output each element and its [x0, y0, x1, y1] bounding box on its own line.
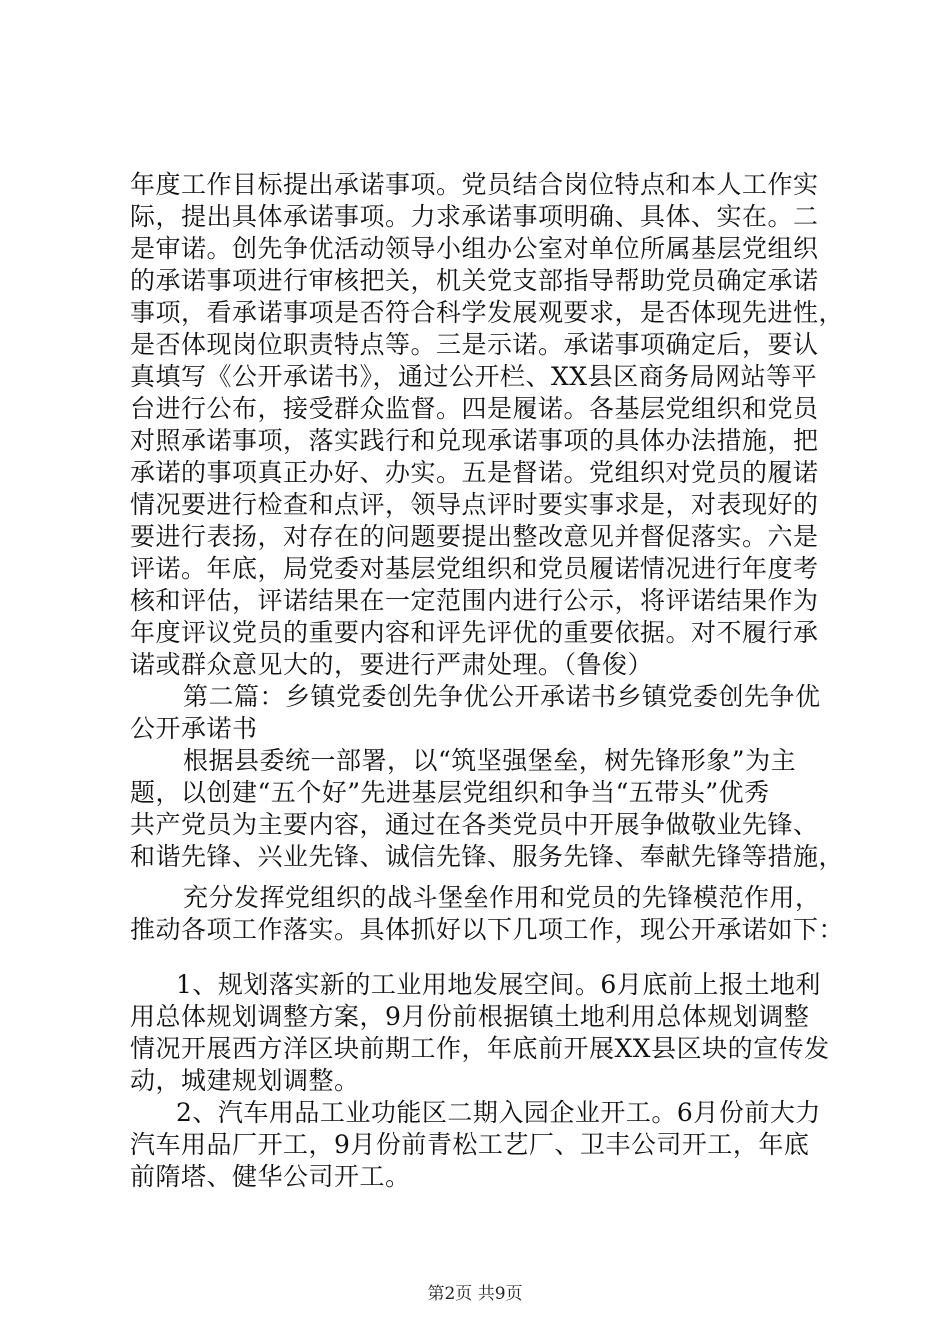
body-line: 是审诺。创先争优活动领导小组办公室对单位所属基层党组织: [130, 234, 819, 263]
body-line: 充分发挥党组织的战斗堡垒作用和党员的先锋模范作用，: [183, 883, 821, 912]
body-line: 年度工作目标提出承诺事项。党员结合岗位特点和本人工作实: [130, 170, 819, 199]
body-line: 承诺的事项真正办好、办实。五是督诺。党组织对党员的履诺: [130, 458, 819, 487]
section-heading: 第二篇：乡镇党委创先争优公开承诺书乡镇党委创先争优: [183, 682, 821, 711]
list-item: 2、汽车用品工业功能区二期入园企业开工。6月份前大力: [176, 1098, 821, 1127]
body-line: 是否体现岗位职责特点等。三是示诺。承诺事项确定后，要认: [130, 330, 819, 359]
body-line: 要进行表扬，对存在的问题要提出整改意见并督促落实。六是: [130, 522, 819, 551]
body-line: 事项，看承诺事项是否符合科学发展观要求，是否体现先进性，: [130, 298, 845, 327]
list-item-line: 动，城建规划调整。: [130, 1066, 360, 1095]
body-line: 台进行公布，接受群众监督。四是履诺。各基层党组织和党员: [130, 394, 819, 423]
body-line: 评诺。年底，局党委对基层党组织和党员履诺情况进行年度考: [130, 554, 819, 583]
section-heading-continued: 公开承诺书: [130, 714, 258, 743]
body-line: 共产党员为主要内容，通过在各类党员中开展争做敬业先锋、: [130, 810, 819, 839]
list-item-line: 汽车用品厂开工，9月份前青松工艺厂、卫丰公司开工，年底: [130, 1130, 810, 1159]
body-line: 情况要进行检查和点评，领导点评时要实事求是，对表现好的: [130, 490, 819, 519]
body-line: 年度评议党员的重要内容和评先评优的重要依据。对不履行承: [130, 618, 819, 647]
body-line: 根据县委统一部署，以“筑坚强堡垒，树先锋形象”为主: [183, 746, 797, 775]
body-line: 推动各项工作落实。具体抓好以下几项工作，现公开承诺如下：: [130, 915, 845, 944]
body-line: 诺或群众意见大的，要进行严肃处理。（鲁俊）: [130, 650, 654, 679]
body-line: 真填写《公开承诺书》，通过公开栏、XX县区商务局网站等平: [130, 362, 818, 391]
list-item: 1、规划落实新的工业用地发展空间。6月底前上报土地利: [176, 970, 821, 999]
body-line: 核和评估，评诺结果在一定范围内进行公示，将评诺结果作为: [130, 586, 819, 615]
body-line: 题，以创建“五个好”先进基层党组织和争当“五带头”优秀: [130, 778, 770, 807]
body-line: 际，提出具体承诺事项。力求承诺事项明确、具体、实在。二: [130, 202, 819, 231]
page-footer: 第2页 共9页: [427, 1284, 523, 1304]
list-item-line: 用总体规划调整方案，9月份前根据镇土地利用总体规划调整: [130, 1002, 810, 1031]
body-line: 对照承诺事项，落实践行和兑现承诺事项的具体办法措施，把: [130, 426, 819, 455]
body-line: 和谐先锋、兴业先锋、诚信先锋、服务先锋、奉献先锋等措施，: [130, 842, 845, 871]
body-line: 的承诺事项进行审核把关，机关党支部指导帮助党员确定承诺: [130, 266, 819, 295]
list-item-line: 前隋塔、健华公司开工。: [130, 1162, 411, 1191]
list-item-line: 情况开展西方洋区块前期工作，年底前开展XX县区块的宣传发: [130, 1034, 830, 1063]
